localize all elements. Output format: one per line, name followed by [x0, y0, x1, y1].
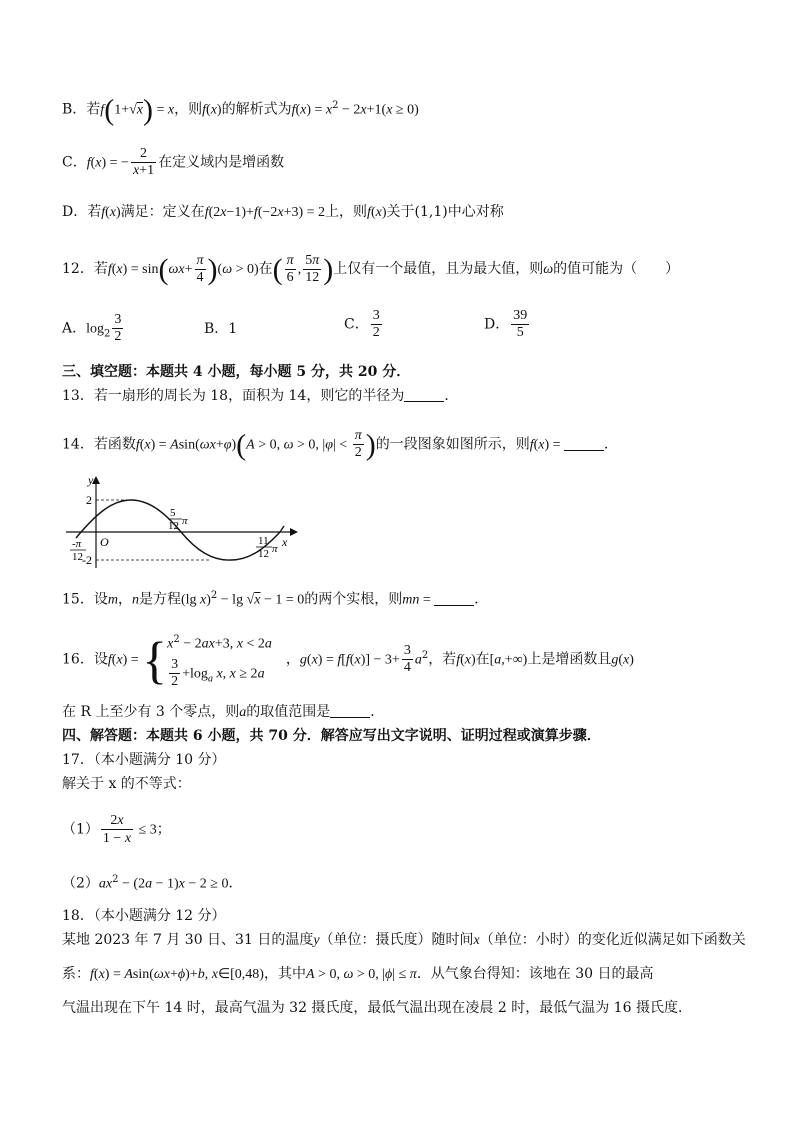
- question-17-part2: $(2)ax^2 - (2a - 1)x - 2 \ge 0$．: [62, 874, 243, 892]
- sine-graph: [62, 472, 302, 572]
- q12-option-c: C． $\frac{3}{2}$: [344, 308, 380, 340]
- tick-5pi-den: 12: [168, 520, 179, 532]
- question-17-part1: （1） $\frac{2x}{1 - x}$ ≤ 3；: [62, 813, 171, 846]
- question-17-intro: 解关于 x 的不等式：: [62, 776, 191, 792]
- question-17-title: 17．（本小题满分 10 分）: [62, 752, 226, 768]
- tick-11pi-sym: π: [272, 543, 278, 555]
- question-18-line2: 系：f(x) = Asin(ωx+ϕ)+b, x∈[0,48)，其中A > 0, ω > 0, |ϕ| ≤ π．从气象台得知：该地在 30 日的最高: [62, 966, 654, 982]
- q12-option-b: B．1: [204, 321, 238, 337]
- tick-5pi-sym: π: [182, 515, 188, 527]
- option-d: D．若f(x)满足：定义在f(2x−1)+f(−2x+3) = 2上，则f(x)关于(1,1)中心对称: [62, 204, 504, 220]
- question-16: 16．设f(x) = { $x^2 - 2ax+3$, x < 2a $\frac{3}{2}$ $+\log_a$ x, x ≥ 2a ，g(x) = f[f(x)] − 3+ $\frac{3}{4}$ $a^2$，若f(x)在[a,+∞)上是增函数且g(x): [62, 632, 634, 690]
- y-max-label: 2: [86, 493, 92, 507]
- option-b: B．若f(1+√x) = x，则f(x)的解析式为$f(x) = x^2 - 2x+1(x \ge 0)$: [62, 93, 419, 127]
- sine-curve: [76, 500, 284, 560]
- q12-option-d: D． $\frac{39}{5}$: [484, 308, 528, 340]
- x-axis-arrow-icon: [290, 528, 298, 536]
- tick-11pi-den: 12: [258, 548, 269, 560]
- question-12: 12．若f(x) = sin(ωx+ $\frac{\pi}{4}$ )(ω > 0)在( $\frac{\pi}{6}$ , $\frac{5\pi}{12}$ )上仅有一个最值，且为最大值，则ω的值可能为（ ）: [62, 252, 680, 286]
- answer-blank[interactable]: [404, 387, 444, 402]
- question-18-title: 18．（本小题满分 12 分）: [62, 908, 226, 924]
- answer-blank[interactable]: [330, 703, 370, 718]
- question-16-line2: 在 R 上至少有 3 个零点，则a的取值范围是 ．: [62, 704, 385, 720]
- origin-label: O: [100, 535, 109, 549]
- question-14: 14．若函数f(x) = Asin(ωx+φ)(A > 0, ω > 0, |φ| < $\frac{\pi}{2}$ )的一段图象如图所示，则f(x) = ．: [62, 428, 619, 462]
- x-label: x: [282, 535, 288, 549]
- q12-option-a: A．$\log_2$ $\frac{3}{2}$: [62, 312, 122, 344]
- answer-blank[interactable]: [434, 591, 474, 606]
- section-3-heading: 三、填空题：本题共 4 小题，每小题 5 分，共 20 分．: [62, 364, 411, 380]
- tick-11pi-num: 11: [258, 535, 269, 547]
- tick-5pi-num: 5: [170, 507, 176, 519]
- question-18-line3: 气温出现在下午 14 时，最高气温为 32 摄氏度，最低气温出现在凌晨 2 时，最低气温为 16 摄氏度．: [62, 1000, 692, 1016]
- question-13: 13．若一扇形的周长为 18，面积为 14，则它的半径为 ．: [62, 388, 459, 404]
- answer-blank[interactable]: [564, 436, 604, 451]
- question-18-line1: 某地 2023 年 7 月 30 日、31 日的温度y（单位：摄氏度）随时间x（单位：小时）的变化近似满足如下函数关: [62, 932, 746, 948]
- y-min-label: -2: [82, 553, 92, 567]
- tick-neg-pi: -π: [72, 538, 82, 550]
- question-15: 15．设m，n是方程(lg x)$^2$ − lg √x − 1 = 0的两个实根，则mn = ．: [62, 590, 489, 608]
- option-c: C．f(x) = − $\frac{2}{x+1}$ 在定义域内是增函数: [62, 146, 285, 178]
- y-label: y: [88, 473, 94, 487]
- section-4-heading: 四、解答题：本题共 6 小题，共 70 分．解答应写出文字说明、证明过程或演算步骤．: [62, 728, 601, 744]
- tick-neg-pi-den: 12: [72, 551, 83, 563]
